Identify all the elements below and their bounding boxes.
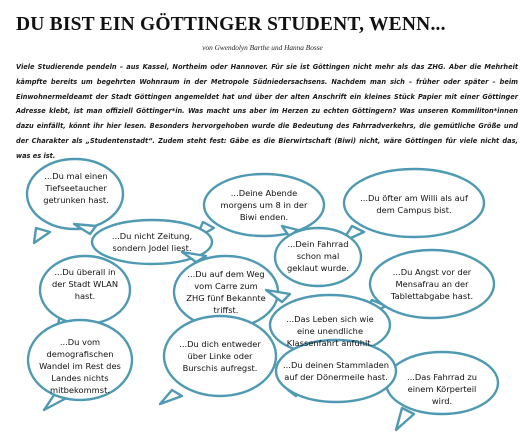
speech-bubble-text: ...Du Angst vor der Mensafrau an der Tablettabgabe hast. [390,267,474,301]
speech-bubble-text: ...Du vom demografischen Wandel im Rest des Landes nichts mitbekommst. [39,337,121,395]
speech-bubble-text: ...Das Fahrrad zu einem Körperteil wird. [407,372,477,406]
article-byline: von Gwendolyn Barthe und Hanna Bosse [202,43,323,52]
speech-bubble-text: ...Du deinen Stammladen auf der Dönermeile hast. [283,360,389,382]
speech-bubble-text: ...Du nicht Zeitung, sondern Jodel liest. [111,231,193,253]
article-intro: Viele Studierende pendeln – aus Kassel, Northeim oder Hannover. Für sie ist Göttingen nicht mehr als das ZHG. Aber die Mehrheit kämpfte bereits um begehrten Wohnraum in der Metropole Südniedersachsens. Nachdem man sich – früher oder später – beim Einwohnermeldeamt der Stadt Göttingen angemeldet hat und über der alten Anschrift ein kleines Stück Papier mit einer Göttinger Adresse klebt, ist man offiziell Göttinger*in. Was macht uns aber im Herzen zu echten Göttingern? Was unseren Kommiliton*innen dazu einfällt, könnt ihr hier lesen. Besonders hervorgehoben wurde die Bedeutung des Fahrradverkehrs, die gemütliche Größe und der Charakter als „Studentenstadt“. Zudem steht fest: Gäbe es die Bierwirtschaft (Biwi) nicht, wäre Göttingen für viele nicht das, was es ist. [16,63,518,160]
speech-bubble-text: ...Du öfter am Willi als auf dem Campus bist. [360,193,468,215]
speech-bubble-text: ...Das Leben sich wie eine unendliche Klassenfahrt anfühlt. [286,314,374,348]
speech-bubble-text: ...Deine Abende morgens um 8 in der Biwi enden. [220,188,308,222]
speech-bubble-text: ...Du auf dem Weg vom Carre zum ZHG fünf Bekannte triffst. [186,269,266,315]
article-title: DU BIST EIN GÖTTINGER STUDENT, WENN... [16,14,446,35]
speech-bubble-text: ...Du mal einen Tiefseetaucher getrunken hast. [43,171,109,205]
speech-bubble-text: ...Du überall in der Stadt WLAN hast. [51,267,119,301]
speech-bubble-text: ...Dein Fahrrad schon mal geklaut wurde. [286,239,350,273]
speech-bubble-text: ...Du dich entweder über Linke oder Burschis aufregst. [179,339,261,373]
